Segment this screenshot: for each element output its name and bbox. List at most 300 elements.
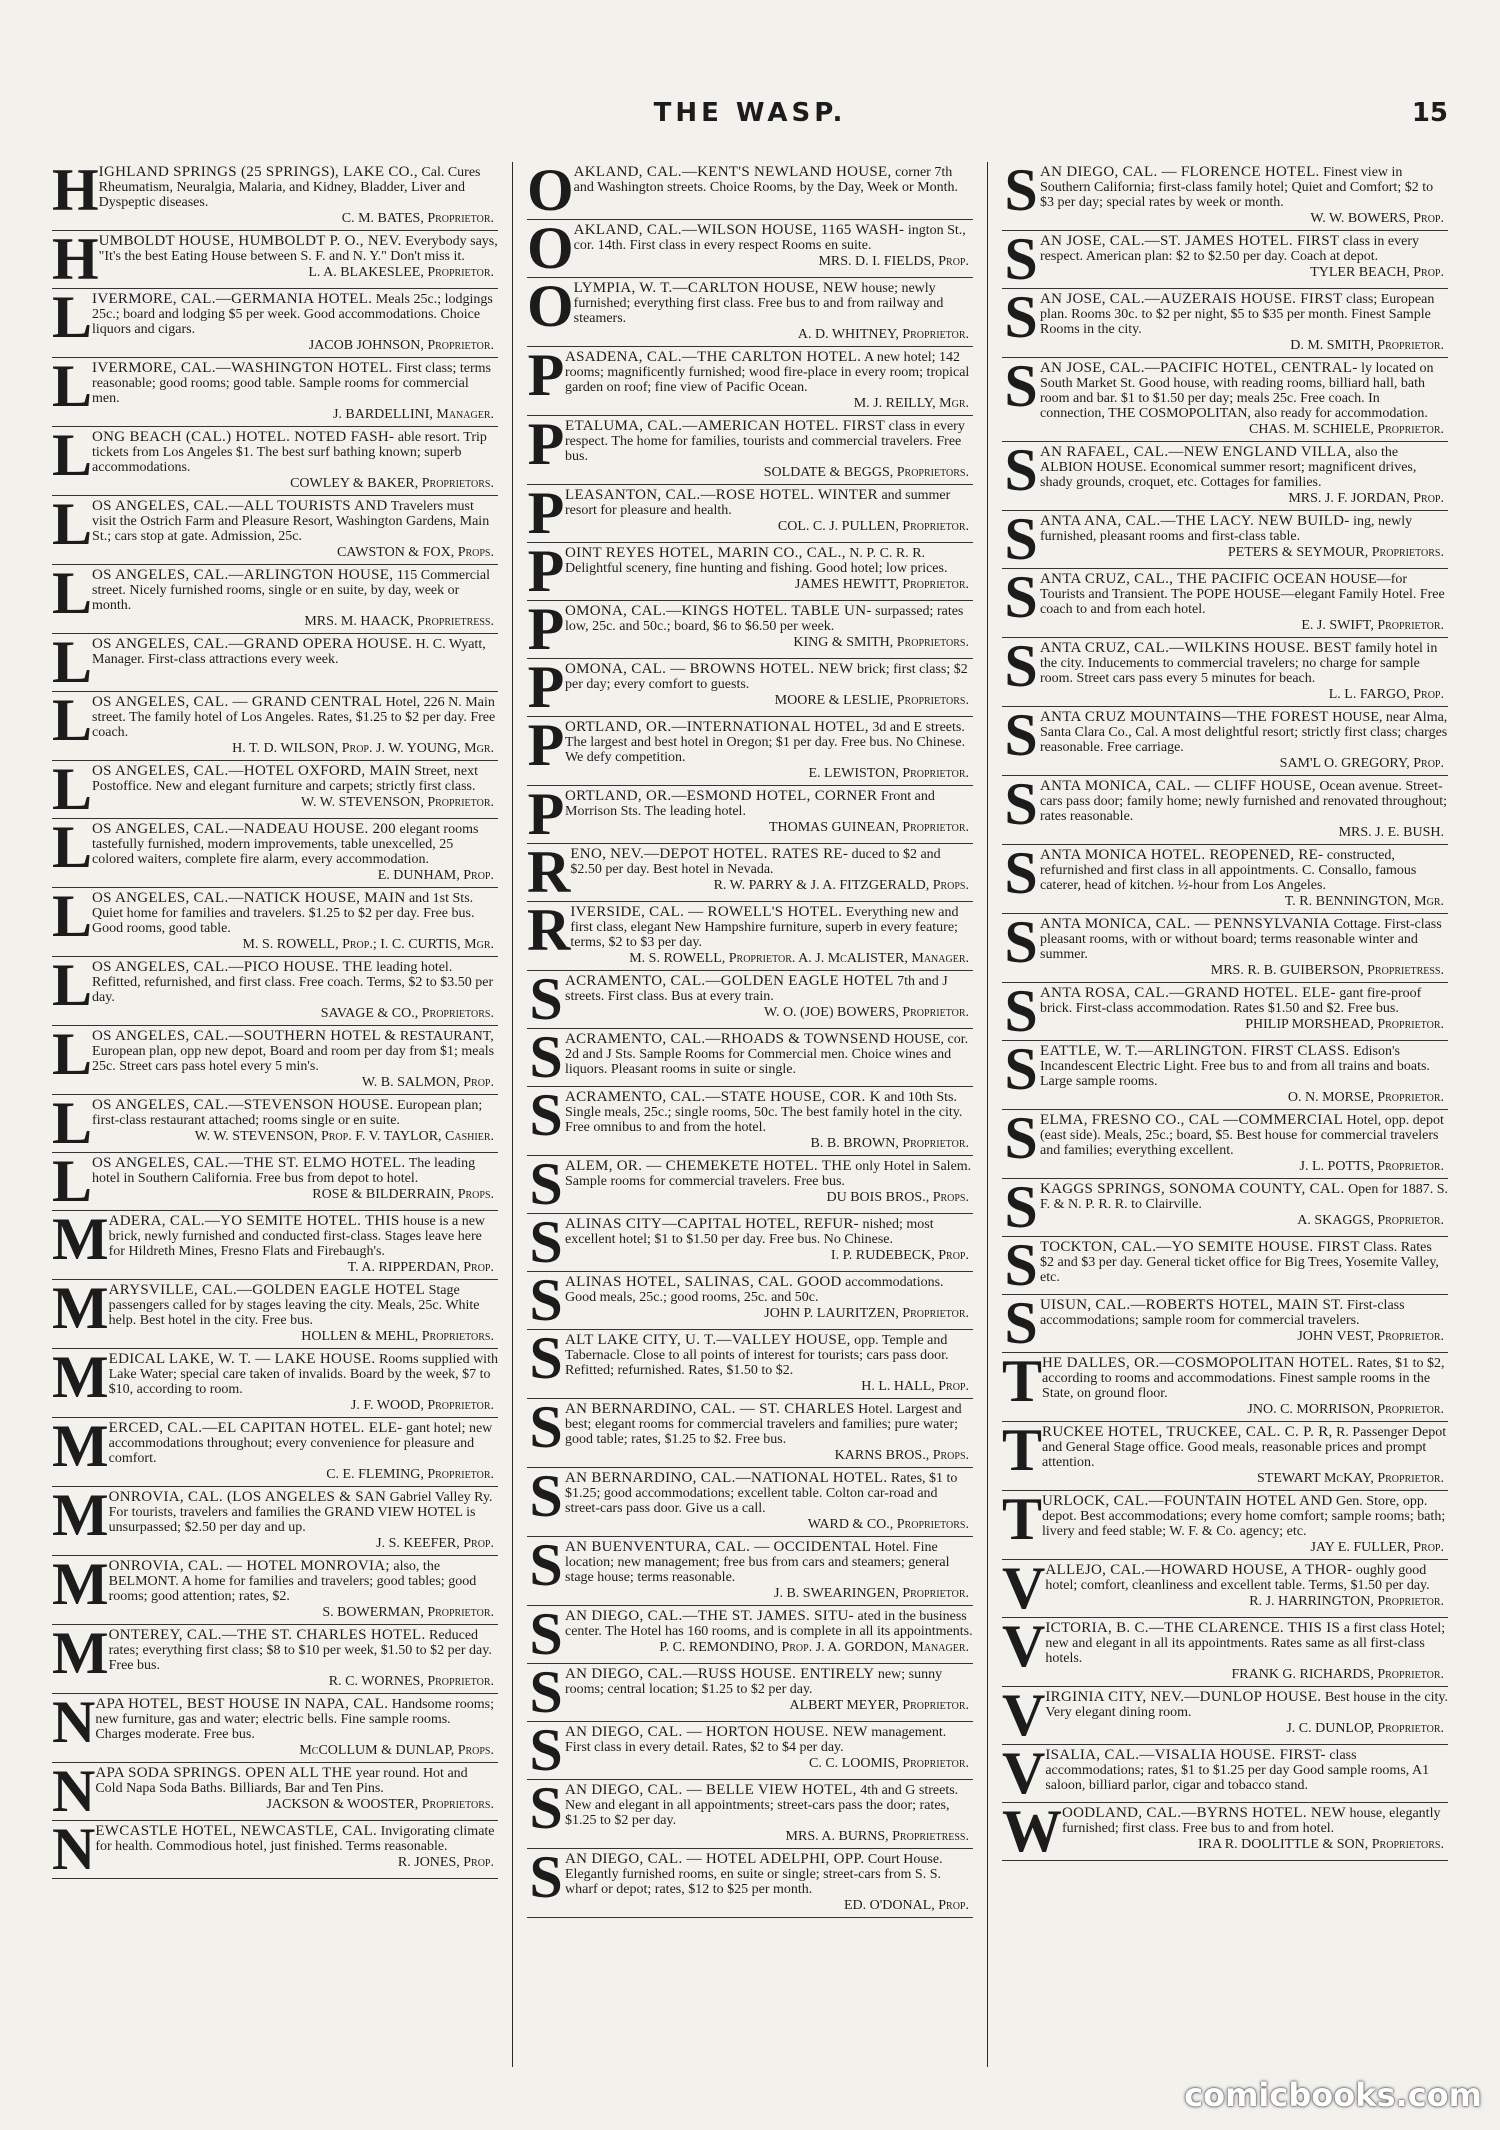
hotel-listing [52, 819, 498, 888]
proprietor-signature: KING & SMITH, Proprietors. [793, 635, 969, 650]
proprietor-signature: R. JONES, Prop. [397, 1855, 494, 1870]
listing-body [109, 1628, 498, 1689]
proprietor-signature: SOLDATE & BEGGS, Proprietors. [763, 465, 969, 480]
hotel-listing [527, 844, 973, 902]
hotel-listing [52, 957, 498, 1026]
listing-heading: ALEM, OR. — CHEMEKETE HOTEL. THE [565, 1158, 852, 1174]
listing-body [565, 1540, 973, 1601]
listing-body [565, 419, 973, 480]
listing-heading: APA HOTEL, BEST HOUSE IN NAPA, CAL. [95, 1696, 389, 1712]
proprietor-signature: THOMAS GUINEAN, Proprietor. [768, 820, 969, 835]
listing-body [1042, 1494, 1448, 1555]
listing-description: RESTAURANT, European plan, opp new depot, Board and room per day from $1; meals 25c. Street cars pass hotel every 5 min's. [92, 1029, 495, 1074]
listing-heading: ONG BEACH (CAL.) HOTEL. NOTED FASH- [92, 429, 395, 445]
listing-body [565, 1471, 973, 1532]
listing-body [109, 1214, 498, 1275]
listing-description: Hotel, opp. depot (east side). Meals, 25c.; board, $5. Best house for commercial travelers and families; everything excellent. [1040, 1113, 1444, 1158]
proprietor-signature: McCOLLUM & DUNLAP, Props. [299, 1743, 494, 1758]
listing-description: accommodations. Good meals, 25c.; good rooms, 25c. and 50c. [565, 1275, 944, 1305]
proprietor-signature: MRS. M. HAACK, Proprietress. [304, 614, 494, 629]
drop-cap: S [1004, 162, 1038, 223]
listing-description: class in every respect. American plan: $2 to $2.50 per day. Coach at depot. [1040, 234, 1419, 264]
listing-heading: ACRAMENTO, CAL.—STATE HOUSE, COR. K [565, 1089, 881, 1105]
drop-cap: R [527, 844, 571, 902]
listing-body [109, 1559, 498, 1620]
drop-cap: S [529, 971, 563, 1029]
listing-description: The leading hotel in Southern California. Free bus from depot to hotel. [92, 1156, 476, 1186]
hotel-listing [527, 416, 973, 485]
hotel-listing [1002, 1803, 1448, 1861]
proprietor-signature: D. M. SMITH, Proprietor. [1290, 338, 1444, 353]
listing-heading: ASADENA, CAL.—THE CARLTON HOTEL. [565, 349, 862, 365]
hotel-listing [52, 1280, 498, 1349]
listing-heading: ALINAS HOTEL, SALINAS, CAL. GOOD [565, 1274, 842, 1290]
proprietor-signature: CHAS. M. SCHIELE, Proprietor. [1248, 422, 1444, 437]
listing-heading: ISALIA, CAL.—VISALIA HOUSE. FIRST- [1045, 1747, 1326, 1763]
proprietor-signature: COWLEY & BAKER, Proprietors. [290, 476, 494, 491]
hotel-listing [52, 761, 498, 819]
listing-body [95, 1766, 498, 1812]
hotel-listing [527, 543, 973, 601]
proprietor-signature: STEWART McKAY, Proprietor. [1257, 1471, 1444, 1486]
listing-heading: ANTA CRUZ MOUNTAINS—THE FOREST [1040, 709, 1329, 725]
listing-description: class accommodations; rates, $1 to $1.25 per day Good sample rooms, A1 saloon, billiard parlor, cigar and tobacco stand. [1045, 1748, 1430, 1793]
hotel-listing [527, 902, 973, 971]
hotel-listing [52, 1763, 498, 1821]
listing-description: management. First class in every detail. Rates, $2 to $4 per day. [565, 1725, 947, 1755]
listing-body [565, 1275, 973, 1321]
listing-description: Open for 1887. S. F. & N. P. R. R. to Clairville. [1040, 1182, 1448, 1212]
listing-heading: ACRAMENTO, CAL.—RHOADS & TOWNSEND [565, 1031, 891, 1047]
column-rule [987, 162, 988, 2067]
listing-heading: KAGGS SPRINGS, SONOMA COUNTY, CAL. [1040, 1181, 1345, 1197]
hotel-listing [1002, 1353, 1448, 1422]
listing-description: Court House. Elegantly furnished rooms, en suite or single; street-cars from S. S. wharf or depot; rates, $12 to $25 per month. [565, 1852, 943, 1897]
listing-heading: ORTLAND, OR.—INTERNATIONAL HOTEL, [565, 719, 869, 735]
listing-heading: UISUN, CAL.—ROBERTS HOTEL, MAIN ST. [1040, 1297, 1344, 1313]
hotel-listing [52, 358, 498, 427]
listing-heading: ARYSVILLE, CAL.—GOLDEN EAGLE HOTEL [108, 1282, 426, 1298]
listing-description: Handsome rooms; new furniture, gas and water; electric bells. Fine sample rooms. Charges moderate. Free bus. [95, 1697, 495, 1742]
proprietor-signature: J. BARDELLINI, Manager. [332, 407, 494, 422]
listing-description: only Hotel in Salem. Sample rooms for commercial travelers. Free bus. [565, 1159, 972, 1189]
hotel-listing [52, 565, 498, 634]
hotel-listing [52, 1418, 498, 1487]
listing-body [1040, 848, 1448, 909]
listing-description: Stage passengers called for by stages leaving the city. Meals, 25c. White help. Best hotel in the city. Free bus. [108, 1283, 480, 1328]
listing-description: able resort. Trip tickets from Los Angeles $1. The best surf bathing known; superb accommodations. [92, 430, 487, 475]
listing-description: HOUSE—for Tourists and Transient. The POPE HOUSE—elegant Family Hotel. Free coach to and from each hotel. [1040, 572, 1445, 617]
listing-heading: OS ANGELES, CAL.—ALL TOURISTS AND [92, 498, 388, 514]
hotel-listing [527, 1780, 973, 1849]
listing-heading: ACRAMENTO, CAL.—GOLDEN EAGLE HOTEL [565, 973, 894, 989]
listing-heading: RUCKEE HOTEL, TRUCKEE, CAL. C. P. R, [1042, 1424, 1333, 1440]
listing-heading: ANTA MONICA HOTEL. REOPENED, RE- [1040, 847, 1324, 863]
listing-body [565, 1852, 973, 1913]
drop-cap: S [1004, 1179, 1038, 1237]
proprietor-signature: W. B. SALMON, Prop. [361, 1075, 494, 1090]
proprietor-signature: JNO. C. MORRISON, Proprietor. [1247, 1402, 1444, 1417]
proprietor-signature: MRS. J. E. BUSH. [1338, 825, 1444, 840]
proprietor-signature: T. R. BENNINGTON, Mgr. [1284, 894, 1444, 909]
listing-heading: OS ANGELES, CAL. — GRAND CENTRAL [92, 694, 383, 710]
proprietor-signature: M. S. ROWELL, Proprietor. A. J. McALISTER, Manager. [629, 951, 969, 966]
hotel-listing [1002, 289, 1448, 358]
listing-body [1040, 986, 1448, 1032]
hotel-listing [1002, 776, 1448, 845]
listing-heading: ANTA MONICA, CAL. — CLIFF HOUSE, [1040, 778, 1316, 794]
listing-description: Edison's Incandescent Electric Light. Free bus to and from all trains and boats. Large sample rooms. [1040, 1044, 1430, 1089]
listing-description: Rates, $1 to $2, according to rooms and accommodations. Finest sample rooms in the State, on ground floor. [1042, 1356, 1445, 1401]
listing-description: oughly good hotel; comfort, cleanliness and excellent table. Terms, $1.50 per day. [1045, 1563, 1430, 1593]
listing-body [92, 568, 498, 629]
hotel-listing [527, 1272, 973, 1330]
listing-heading: AN BUENVENTURA, CAL. — OCCIDENTAL [565, 1539, 872, 1555]
listing-description: Front and Morrison Sts. The leading hotel. [565, 789, 935, 819]
hotel-listing [1002, 1110, 1448, 1179]
hotel-listing [52, 1095, 498, 1153]
listing-heading: EWCASTLE HOTEL, NEWCASTLE, CAL. [95, 1823, 378, 1839]
drop-cap: S [529, 1722, 563, 1780]
listing-heading: OS ANGELES, CAL.—NATICK HOUSE, MAIN [92, 890, 406, 906]
proprietor-signature: C. E. FLEMING, Proprietor. [326, 1467, 494, 1482]
listing-heading: OS ANGELES, CAL.—GRAND OPERA HOUSE. [92, 636, 413, 652]
drop-cap: L [52, 819, 93, 880]
listing-heading: OS ANGELES, CAL.—NADEAU HOUSE. 200 [92, 821, 396, 837]
proprietor-signature: S. BOWERMAN, Proprietor. [322, 1605, 494, 1620]
listing-body [92, 960, 498, 1021]
proprietor-signature: DU BOIS BROS., Props. [826, 1190, 969, 1205]
proprietor-signature: KARNS BROS., Props. [834, 1448, 969, 1463]
drop-cap: S [1004, 1041, 1038, 1102]
listing-body [99, 165, 498, 226]
hotel-listing [527, 1214, 973, 1272]
listing-description: Class. Rates $2 and $3 per day. General ticket office for Big Trees, Yosemite Valley, etc. [1040, 1240, 1439, 1285]
listing-body [1040, 514, 1448, 560]
drop-cap: S [1004, 442, 1038, 503]
listing-body [1040, 234, 1448, 280]
listing-description: family hotel in the city. Inducements to commercial travelers; no charge for sample room. Street cars pass every 5 minutes for beach. [1040, 641, 1438, 686]
publication-title: THE WASP. [653, 98, 847, 128]
proprietor-signature: MOORE & LESLIE, Proprietors. [774, 693, 969, 708]
listing-heading: OODLAND, CAL.—BYRNS HOTEL. NEW [1062, 1805, 1346, 1821]
proprietor-signature: MRS. D. I. FIELDS, Prop. [818, 254, 969, 269]
listing-description: class in every respect. The home for families, tourists and commercial travelers. Free bus. [565, 419, 965, 464]
hotel-listing [527, 659, 973, 717]
listing-description: Finest view in Southern California; first-class family hotel; Quiet and Comfort; $2 to $3 per day; special rates by week or month. [1040, 165, 1434, 210]
hotel-listing [52, 289, 498, 358]
listing-description: N. P. C. R. R. Delightful scenery, fine hunting and fishing. Good hotel; low prices. [565, 546, 948, 576]
drop-cap: L [52, 496, 93, 557]
listing-description: new; sunny rooms; central location; $1.25 to $2 per day. [565, 1667, 943, 1697]
drop-cap: T [1002, 1422, 1043, 1483]
listing-heading: ANTA ANA, CAL.—THE LACY. NEW BUILD- [1040, 513, 1350, 529]
listing-body [565, 662, 973, 708]
drop-cap: L [52, 692, 93, 753]
listing-description: and 1st Sts. Quiet home for families and travelers. $1.25 to $2 per day. Free bus. Good rooms, good table. [92, 891, 475, 936]
drop-cap: M [52, 1487, 109, 1548]
listing-heading: TOCKTON, CAL.—YO SEMITE HOUSE. FIRST [1040, 1239, 1360, 1255]
proprietor-signature: ROSE & BILDERRAIN, Props. [312, 1187, 494, 1202]
listing-description: Street, next Postoffice. New and elegant furniture and carpets; strictly first class. [92, 764, 478, 794]
hotel-listing [52, 1026, 498, 1095]
listing-description: house is a new brick, newly furnished and conducted first-class. Stages leave here for Hildreth Mines, Fresno Flats and Firebaugh's. [108, 1214, 486, 1259]
listing-description: ing, newly furnished, pleasant rooms and first-class table. [1040, 514, 1413, 544]
listing-heading: AN JOSE, CAL.—ST. JAMES HOTEL. FIRST [1040, 233, 1340, 249]
hotel-listing [1002, 1295, 1448, 1353]
listing-body [1040, 165, 1448, 226]
proprietor-signature: R. C. WORNES, Proprietor. [328, 1674, 494, 1689]
listing-heading: ORTLAND, OR.—ESMOND HOTEL, CORNER [565, 788, 878, 804]
drop-cap: L [52, 888, 93, 949]
proprietor-signature: W. W. STEVENSON, Prop. F. V. TAYLOR, Cashier. [194, 1129, 494, 1144]
hotel-listing [52, 1625, 498, 1694]
hotel-listing [1002, 1237, 1448, 1295]
hotel-listing [1002, 1041, 1448, 1110]
drop-cap: S [529, 1272, 563, 1330]
listing-heading: IGHLAND SPRINGS (25 SPRINGS), LAKE CO., [98, 164, 418, 180]
listing-body [565, 1159, 973, 1205]
listing-body [1040, 917, 1448, 978]
listing-heading: IRGINIA CITY, NEV.—DUNLOP HOUSE. [1045, 1689, 1322, 1705]
proprietor-signature: L. L. FARGO, Prop. [1328, 687, 1444, 702]
drop-cap: S [1004, 1110, 1038, 1171]
listing-body [1040, 361, 1448, 437]
proprietor-signature: C. C. LOOMIS, Proprietor. [808, 1756, 969, 1771]
drop-cap: M [52, 1625, 109, 1686]
listing-body [92, 891, 498, 952]
drop-cap: M [52, 1556, 109, 1617]
listing-description: 115 Commercial street. Nicely furnished rooms, single or en suite, by day, week or month. [92, 568, 491, 613]
listing-description: European plan; first-class restaurant attached; rooms single or en suite. [92, 1098, 483, 1128]
proprietor-signature: I. P. RUDEBECK, Prop. [830, 1248, 969, 1263]
drop-cap: L [52, 1026, 93, 1087]
drop-cap: L [52, 427, 93, 488]
listing-heading: AN DIEGO, CAL.—RUSS HOUSE. ENTIRELY [565, 1666, 875, 1682]
listing-body [565, 1217, 973, 1263]
listing-body [574, 281, 973, 342]
listing-heading: ONROVIA, CAL. — HOTEL MONROVIA; [108, 1558, 390, 1574]
listing-body [1040, 445, 1448, 506]
proprietor-signature: JOHN P. LAURITZEN, Proprietor. [764, 1306, 969, 1321]
hotel-listing [527, 485, 973, 543]
listing-description: Invigorating climate for health. Commodious hotel, just finished. Terms reasonable. [95, 1824, 495, 1854]
drop-cap: P [527, 717, 565, 778]
listing-heading: AKLAND, CAL.—KENT'S NEWLAND HOUSE, [573, 164, 892, 180]
drop-cap: T [1002, 1353, 1043, 1414]
drop-cap: M [52, 1349, 109, 1410]
listing-heading: AN BERNARDINO, CAL.—NATIONAL HOTEL. [565, 1470, 888, 1486]
drop-cap: L [52, 957, 93, 1018]
proprietor-signature: M. S. ROWELL, Prop.; I. C. CURTIS, Mgr. [242, 937, 494, 952]
listing-heading: OS ANGELES, CAL.—THE ST. ELMO HOTEL. [92, 1155, 406, 1171]
listing-heading: ANTA CRUZ, CAL.—WILKINS HOUSE. BEST [1040, 640, 1352, 656]
listing-heading: OMONA, CAL. — BROWNS HOTEL. NEW [565, 661, 854, 677]
listing-description: Travelers must visit the Ostrich Farm and Pleasure Resort, Washington Gardens, Main St.; cars stop at gate. Admission, 25c. [92, 499, 490, 544]
listing-description: nished; most excellent hotel; $1 to $1.50 per day. Free bus. No Chinese. [565, 1217, 934, 1247]
proprietor-signature: JAMES HEWITT, Proprietor. [794, 577, 969, 592]
listing-heading: HE DALLES, OR.—COSMOPOLITAN HOTEL. [1042, 1355, 1354, 1371]
hotel-listing [1002, 1491, 1448, 1560]
hotel-listing [527, 1537, 973, 1606]
listing-body [565, 789, 973, 835]
listing-body [1045, 1690, 1448, 1736]
listing-heading: ONROVIA, CAL. (LOS ANGELES & SAN [108, 1489, 387, 1505]
listing-body [1040, 1113, 1448, 1174]
hotel-listing [527, 220, 973, 278]
listing-description: Gen. Store, opp. depot. Best accommodations; every home comfort; sample rooms; bath; livery and feed stable; W. F. & Co. agency; etc. [1042, 1494, 1446, 1539]
hotel-listing [52, 1694, 498, 1763]
listing-description: and 10th Sts. Single meals, 25c.; single rooms, 50c. The best family hotel in the city. Free omnibus to and from the hotel. [565, 1090, 963, 1135]
page-number: 15 [1411, 98, 1448, 128]
listing-description: surpassed; rates low, 25c. and 50c.; board, $6 to $6.50 per week. [565, 604, 964, 634]
hotel-listing [527, 1330, 973, 1399]
drop-cap: V [1002, 1687, 1046, 1745]
listing-heading: IVERMORE, CAL.—GERMANIA HOTEL. [92, 291, 373, 307]
listing-body [565, 350, 973, 411]
listing-description: class; European plan. Rooms 30c. to $2 per night, $5 to $35 per month. Finest Sample Rooms in the city. [1040, 292, 1435, 337]
listing-body [109, 1421, 498, 1482]
listing-heading: EATTLE, W. T.—ARLINGTON. FIRST CLASS. [1040, 1043, 1350, 1059]
hotel-listing [52, 1211, 498, 1280]
listing-body [570, 905, 973, 966]
hotel-listing [52, 1556, 498, 1625]
listing-description: ly located on South Market St. Good house, with reading rooms, billiard hall, bath room and bar. $1 to $1.50 per day; meals 25c. Free coach. In connection, THE COSMOPOLITAN, also ready for accommodation. [1040, 361, 1434, 421]
listing-heading: ENO, NEV.—DEPOT HOTEL. RATES RE- [570, 846, 849, 862]
drop-cap: H [52, 231, 99, 289]
listing-heading: OS ANGELES, CAL.—HOTEL OXFORD, MAIN [92, 763, 411, 779]
drop-cap: S [529, 1606, 563, 1664]
listing-description: Meals 25c.; lodgings 25c.; board and lodging $5 per week. Good accommodations. Choice liquors and cigars. [92, 292, 493, 337]
column-3 [1002, 162, 1448, 2067]
hotel-listing [1002, 569, 1448, 638]
listing-description: ated in the business center. The Hotel has 160 rooms, and is complete in all its appointments. [565, 1609, 973, 1639]
listing-body [95, 1824, 498, 1870]
listing-heading: AN JOSE, CAL.—AUZERAIS HOUSE. FIRST [1040, 291, 1343, 307]
hotel-listing [1002, 638, 1448, 707]
listing-body [1045, 1621, 1448, 1682]
drop-cap: S [1004, 914, 1038, 975]
listing-body [92, 637, 498, 667]
drop-cap: V [1002, 1745, 1046, 1803]
drop-cap: S [1004, 569, 1038, 630]
listing-heading: ANTA MONICA, CAL. — PENNSYLVANIA [1040, 916, 1331, 932]
proprietor-signature: JACKSON & WOOSTER, Proprietors. [266, 1797, 494, 1812]
drop-cap: O [527, 278, 574, 339]
drop-cap: L [52, 358, 93, 419]
listing-heading: AN BERNARDINO, CAL. — ST. CHARLES [565, 1401, 855, 1417]
drop-cap: S [1004, 1295, 1038, 1353]
column-1 [52, 162, 498, 2067]
listing-body [565, 1032, 973, 1077]
listing-description: also the ALBION HOUSE. Economical summer resort; magnificent drives, shady grounds, croquet, etc. Cottages for families. [1040, 445, 1417, 490]
listing-description: brick; first class; $2 per day; every comfort to guests. [565, 662, 968, 692]
listing-body [565, 974, 973, 1020]
proprietor-signature: MRS. A. BURNS, Proprietress. [785, 1829, 969, 1844]
listing-description: Ocean avenue. Street-cars pass door; family home; newly furnished and renovated throughout; rates reasonable. [1040, 779, 1448, 824]
listing-body [92, 361, 498, 422]
listing-body [565, 1667, 973, 1713]
drop-cap: S [1004, 845, 1038, 906]
drop-cap: N [52, 1763, 96, 1821]
proprietor-signature: B. B. BROWN, Proprietor. [810, 1136, 969, 1151]
hotel-listing [1002, 1687, 1448, 1745]
proprietor-signature: R. J. HARRINGTON, Proprietor. [1249, 1594, 1444, 1609]
drop-cap: O [527, 162, 574, 220]
listing-description: leading hotel. Refitted, refurnished, and first class. Free coach. Terms, $2 to $3.50 per day. [92, 960, 494, 1005]
listing-body [565, 488, 973, 534]
hotel-listing [1002, 358, 1448, 442]
listing-heading: ANTA ROSA, CAL.—GRAND HOTEL. ELE- [1040, 985, 1336, 1001]
listing-heading: OINT REYES HOTEL, MARIN CO., CAL., [565, 545, 846, 561]
listing-body [95, 1697, 498, 1758]
listing-heading: ALINAS CITY—CAPITAL HOTEL, REFUR- [565, 1216, 859, 1232]
drop-cap: S [1004, 358, 1038, 419]
listing-heading: OS ANGELES, CAL.—STEVENSON HOUSE. [92, 1097, 394, 1113]
listing-body [99, 234, 498, 280]
drop-cap: L [52, 1153, 93, 1211]
proprietor-signature: M. J. REILLY, Mgr. [853, 396, 969, 411]
listing-body [565, 1609, 973, 1655]
listing-body [570, 847, 973, 893]
drop-cap: M [52, 1280, 109, 1341]
listing-body [565, 1090, 973, 1151]
hotel-listing [527, 162, 973, 220]
listing-heading: ADERA, CAL.—YO SEMITE HOTEL. THIS [108, 1213, 400, 1229]
drop-cap: S [1004, 638, 1038, 699]
proprietor-signature: J. S. KEEFER, Prop. [376, 1536, 494, 1551]
listing-description: corner 7th and Washington streets. Choice Rooms, by the Day, Week or Month. [573, 165, 959, 195]
listing-heading: AN DIEGO, CAL. — BELLE VIEW HOTEL, [565, 1782, 857, 1798]
hotel-listing [527, 1087, 973, 1156]
listing-heading: AN DIEGO, CAL.—THE ST. JAMES. SITU- [565, 1608, 854, 1624]
listing-body [1062, 1806, 1448, 1852]
drop-cap: W [1002, 1803, 1062, 1861]
page-header [52, 98, 1448, 138]
proprietor-signature: HOLLEN & MEHL, Proprietors. [301, 1329, 494, 1344]
listing-description: Cal. Cures Rheumatism, Neuralgia, Malaria, and Kidney, Bladder, Liver and Dyspeptic diseases. [98, 165, 481, 210]
listing-description: opp. Temple and Tabernacle. Close to all points of interest for tourists; cars pass door. Refitted; refurnished. Rates, $1.50 to $2. [565, 1333, 949, 1378]
hotel-listing [527, 1606, 973, 1664]
drop-cap: V [1002, 1618, 1046, 1679]
proprietor-signature: W. O. (JOE) BOWERS, Proprietor. [764, 1005, 969, 1020]
hotel-listing [1002, 162, 1448, 231]
drop-cap: L [52, 565, 93, 626]
listing-description: elegant rooms tastefully furnished, modern improvements, table unexcelled, 25 colored waiters, complete fire alarm, every accommodation. [92, 822, 479, 867]
advert-columns [52, 162, 1448, 2067]
listing-description: First class; terms reasonable; good rooms; good table. Sample rooms for commercial men. [92, 361, 491, 406]
drop-cap: S [529, 1330, 563, 1391]
listing-heading: OS ANGELES, CAL.—PICO HOUSE. THE [92, 959, 373, 975]
listing-description: and summer resort for pleasure and health. [565, 488, 951, 518]
listing-description: HOUSE, near Alma, Santa Clara Co., Cal. A most delightful resort; strictly first class; charges reasonable. Free carriage. [1040, 710, 1448, 755]
hotel-listing [52, 496, 498, 565]
hotel-listing [527, 1156, 973, 1214]
hotel-listing [527, 1029, 973, 1087]
listing-body [1040, 572, 1448, 633]
proprietor-signature: CAWSTON & FOX, Props. [336, 545, 494, 560]
listing-description: house; newly furnished; everything first class. Free bus to and from railway and steamers. [573, 281, 944, 326]
drop-cap: S [529, 1087, 563, 1148]
hotel-listing [527, 1664, 973, 1722]
listing-description: ington St., cor. 14th. First class in every respect Rooms en suite. [573, 223, 966, 253]
drop-cap: O [527, 220, 574, 278]
listing-body [1040, 1240, 1448, 1285]
listing-heading: IVERSIDE, CAL. — ROWELL'S HOTEL. [570, 904, 843, 920]
drop-cap: L [52, 761, 93, 819]
drop-cap: S [529, 1780, 563, 1841]
hotel-listing [52, 634, 498, 692]
